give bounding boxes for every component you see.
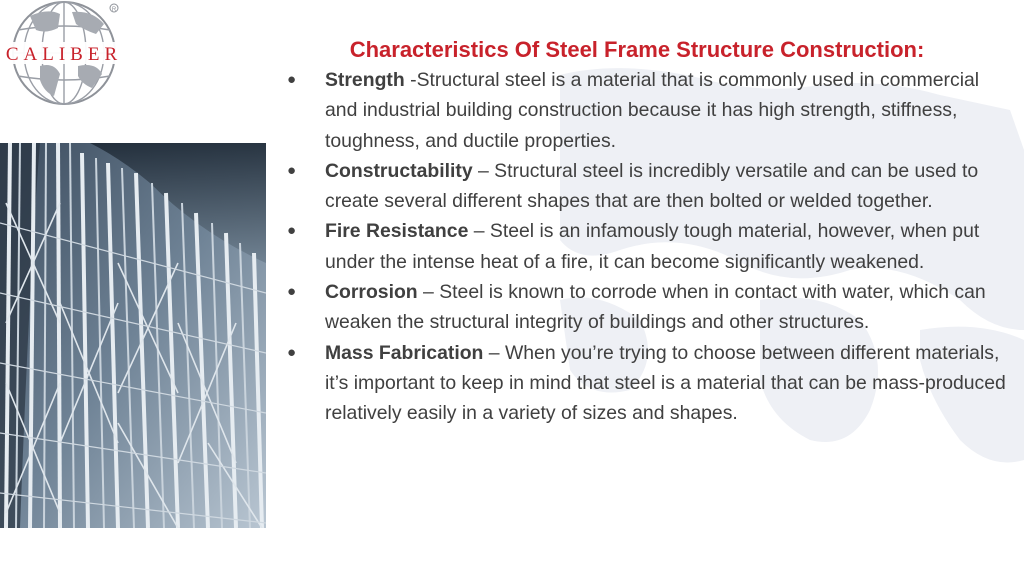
- item-text: – Steel is an infamously tough material, however, when put under the intense heat of a fire, it can become significantly weakened.: [325, 220, 980, 273]
- list-item-constructability: [284, 156, 1009, 217]
- list-item-fire-resistance: [284, 216, 1009, 277]
- bullet-icon: ●: [287, 222, 297, 240]
- item-text: – When you’re trying to choose between different materials, it’s important to keep in mind that steel is a material that can be mass-produced relatively easily in a variety of sizes and shapes.: [325, 341, 1006, 425]
- item-term: Constructability: [325, 159, 473, 182]
- bullet-icon: ●: [287, 283, 297, 301]
- svg-text:R: R: [111, 7, 117, 13]
- item-text: – Steel is known to corrode when in contact with water, which can weaken the structural integrity of buildings and other structures.: [325, 281, 986, 334]
- item-term: Strength: [325, 69, 405, 91]
- caliber-wordmark: CALIBER: [5, 44, 123, 65]
- bullet-icon: ●: [287, 71, 297, 88]
- list-item-mass-fabrication: [284, 338, 1009, 429]
- slide-title: Characteristics Of Steel Frame Structure Construction:: [349, 37, 925, 62]
- characteristics-list: [284, 65, 1009, 429]
- list-item-corrosion: [284, 277, 1009, 338]
- caliber-logo: [0, 0, 132, 108]
- item-term: Mass Fabrication: [325, 341, 484, 364]
- item-text: – Structural steel is incredibly versatile and can be used to create several different shapes that are then bolted or welded together.: [325, 159, 979, 213]
- item-term: Corrosion: [325, 281, 418, 304]
- bullet-icon: ●: [287, 343, 297, 361]
- list-item-strength: [284, 65, 1009, 156]
- item-term: Fire Resistance: [325, 220, 469, 243]
- item-text: -Structural steel is a material that is commonly used in commercial and industrial building construction because it has high strength, stiffness, toughness, and ductile properties.: [325, 69, 980, 152]
- bullet-icon: ●: [287, 161, 297, 179]
- steel-frame-photo: [0, 143, 266, 528]
